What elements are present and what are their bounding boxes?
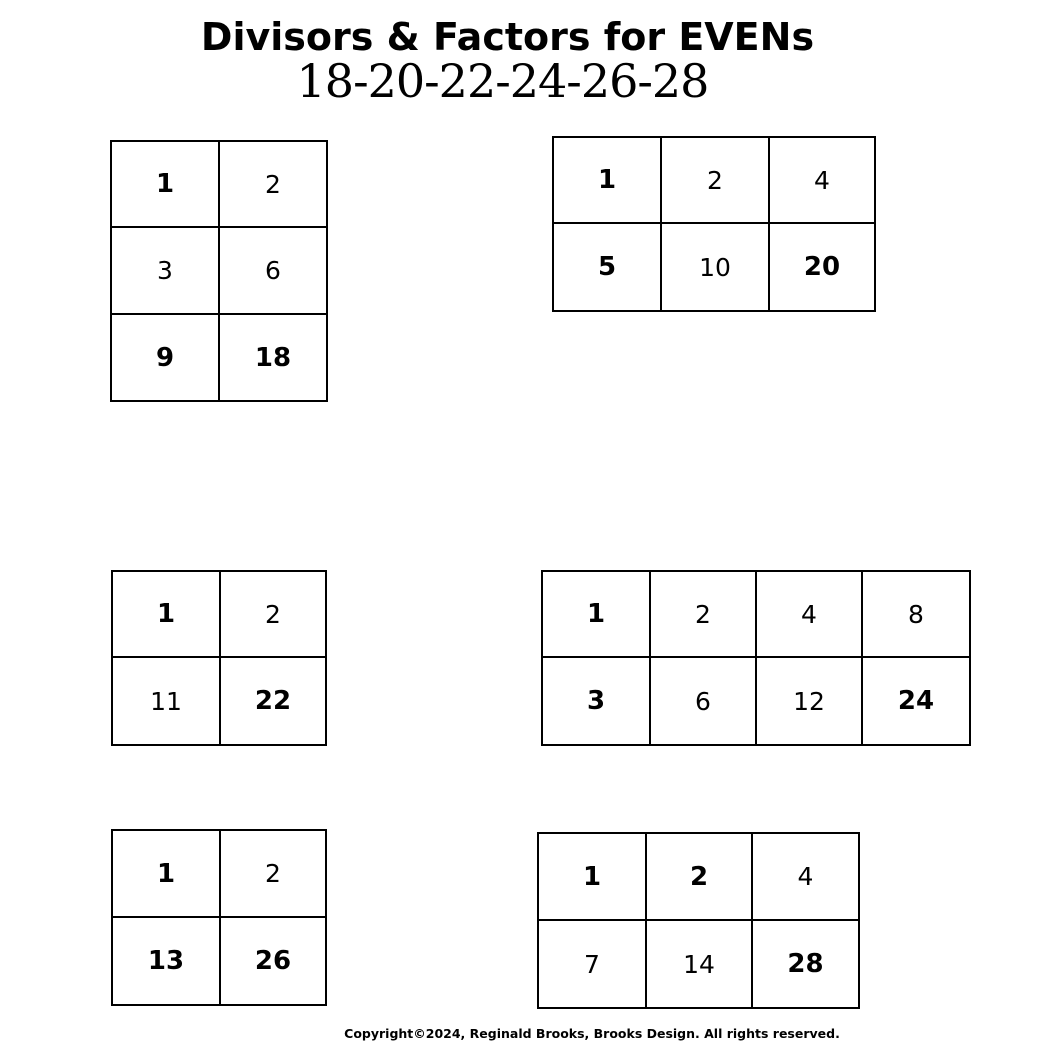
divisor-cell: 18 [220, 315, 328, 402]
divisor-table-18 [110, 140, 328, 402]
divisor-cell: 6 [220, 228, 328, 315]
divisor-cell: 1 [543, 572, 651, 658]
divisor-cell: 1 [113, 572, 221, 658]
divisor-cell: 2 [221, 572, 327, 658]
divisor-table-28 [537, 832, 860, 1009]
divisor-cell: 1 [539, 834, 647, 921]
divisor-cell: 2 [647, 834, 753, 921]
page-subtitle: 18-20-22-24-26-28 [296, 54, 709, 108]
divisor-table-26 [111, 829, 327, 1006]
divisor-cell: 3 [543, 658, 651, 746]
divisor-table-22 [111, 570, 327, 746]
divisor-cell: 2 [220, 142, 328, 228]
divisor-cell: 24 [863, 658, 971, 746]
divisor-cell: 26 [221, 918, 327, 1006]
divisor-cell: 8 [863, 572, 971, 658]
divisor-cell: 1 [554, 138, 662, 224]
divisor-cell: 2 [662, 138, 770, 224]
page-title: Divisors & Factors for EVENs [200, 15, 815, 59]
divisor-cell: 11 [113, 658, 221, 746]
divisor-cell: 6 [651, 658, 757, 746]
divisor-cell: 1 [112, 142, 220, 228]
divisor-cell: 4 [770, 138, 876, 224]
divisor-cell: 10 [662, 224, 770, 312]
divisor-cell: 4 [757, 572, 863, 658]
divisor-cell: 12 [757, 658, 863, 746]
divisor-cell: 4 [753, 834, 860, 921]
divisor-cell: 13 [113, 918, 221, 1006]
divisor-cell: 22 [221, 658, 327, 746]
divisor-cell: 9 [112, 315, 220, 402]
divisor-table-20 [552, 136, 876, 312]
divisor-cell: 2 [651, 572, 757, 658]
divisor-cell: 5 [554, 224, 662, 312]
divisor-cell: 28 [753, 921, 860, 1009]
divisor-table-24 [541, 570, 971, 746]
divisor-cell: 2 [221, 831, 327, 918]
divisor-cell: 7 [539, 921, 647, 1009]
divisor-cell: 20 [770, 224, 876, 312]
copyright-notice: Copyright©2024, Reginald Brooks, Brooks Design. All rights reserved. [344, 1026, 840, 1041]
divisor-cell: 3 [112, 228, 220, 315]
divisor-cell: 14 [647, 921, 753, 1009]
divisor-cell: 1 [113, 831, 221, 918]
